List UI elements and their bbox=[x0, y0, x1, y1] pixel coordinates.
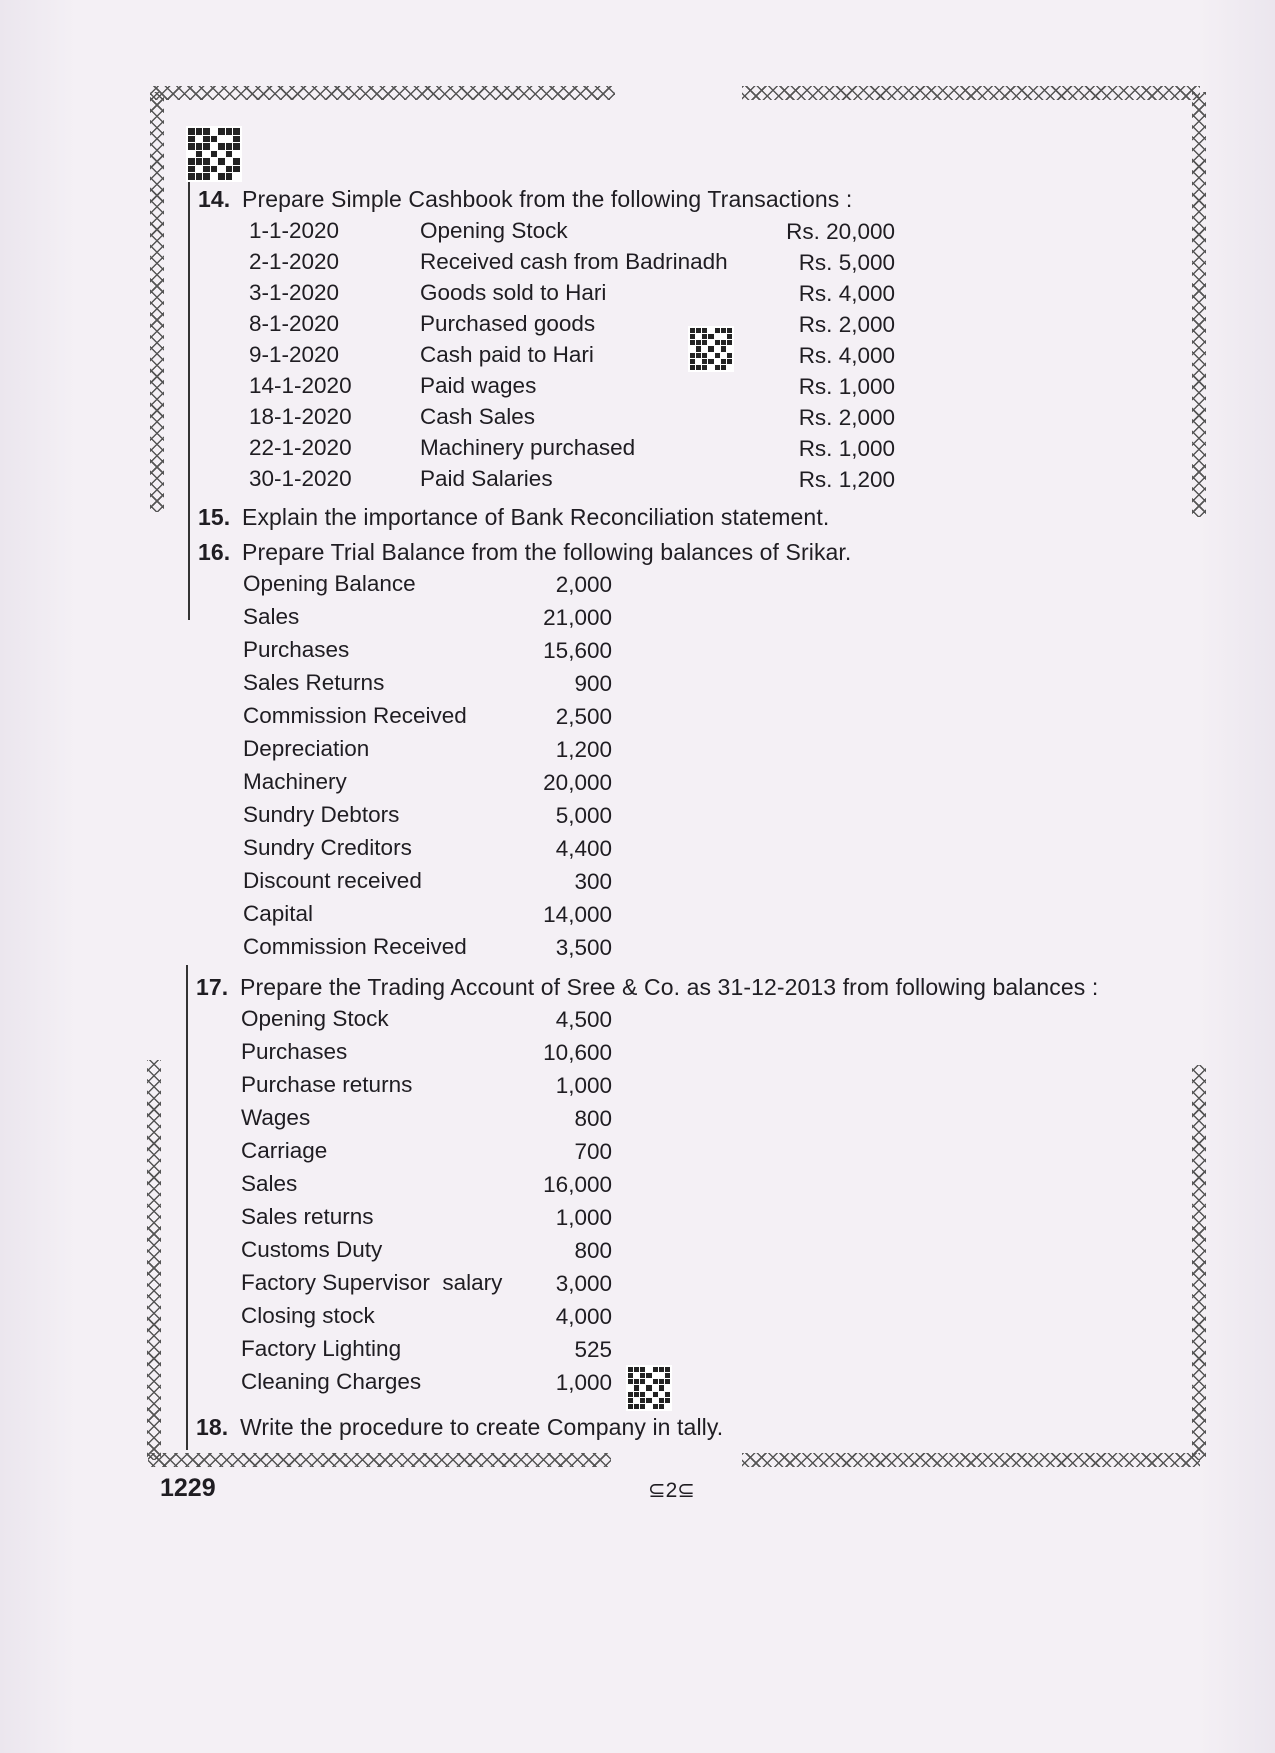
list-item-label: Sundry Debtors bbox=[243, 802, 400, 827]
description: Goods sold to Hari bbox=[420, 280, 607, 305]
list-item-amount: 14,000 bbox=[543, 902, 612, 927]
list-item-amount: 20,000 bbox=[543, 770, 612, 795]
top-border-left bbox=[150, 86, 615, 100]
question-text: Prepare Simple Cashbook from the following Transactions : bbox=[242, 186, 853, 212]
list-item-amount: 4,500 bbox=[555, 1007, 612, 1032]
list-item-amount: 15,600 bbox=[543, 638, 612, 663]
list-item-label: Opening Stock bbox=[241, 1006, 389, 1031]
right-border-top bbox=[1192, 92, 1206, 517]
list-item-amount: 800 bbox=[574, 1106, 612, 1131]
question-text: Explain the importance of Bank Reconciliation statement. bbox=[242, 504, 830, 530]
bottom-border-right bbox=[742, 1453, 1200, 1467]
list-item-label: Capital bbox=[243, 901, 314, 926]
list-item-amount: 4,000 bbox=[555, 1304, 612, 1329]
amount: Rs. 5,000 bbox=[798, 250, 895, 275]
list-item-label: Purchases bbox=[243, 637, 350, 662]
list-item-label: Customs Duty bbox=[241, 1237, 383, 1262]
list-item-amount: 1,000 bbox=[555, 1073, 612, 1098]
table-row bbox=[249, 373, 537, 399]
amount: Rs. 2,000 bbox=[798, 312, 895, 337]
list-item-label: Factory Lighting bbox=[241, 1336, 402, 1361]
qr-code-icon bbox=[626, 1365, 672, 1411]
right-border-bottom bbox=[1192, 1065, 1206, 1460]
description: Opening Stock bbox=[420, 218, 568, 243]
amount: Rs. 1,000 bbox=[798, 374, 895, 399]
question-18 bbox=[196, 1414, 723, 1441]
amount: Rs. 20,000 bbox=[786, 219, 895, 244]
top-border-right bbox=[742, 86, 1200, 100]
list-item-label: Opening Balance bbox=[243, 571, 416, 596]
paper-code: 1229 bbox=[160, 1474, 216, 1502]
list-item-label: Closing stock bbox=[241, 1303, 375, 1328]
amount: Rs. 4,000 bbox=[798, 343, 895, 368]
amount: Rs. 1,200 bbox=[798, 467, 895, 492]
list-item-label: Sales bbox=[241, 1171, 298, 1196]
margin-line-1 bbox=[188, 182, 190, 620]
list-item-amount: 1,200 bbox=[555, 737, 612, 762]
question-17 bbox=[196, 974, 1098, 1001]
question-number: 17. bbox=[196, 974, 229, 1000]
left-border-bottom bbox=[147, 1060, 161, 1460]
list-item-amount: 3,500 bbox=[555, 935, 612, 960]
amount: Rs. 4,000 bbox=[798, 281, 895, 306]
list-item-amount: 1,000 bbox=[555, 1205, 612, 1230]
date: 9-1-2020 bbox=[249, 342, 340, 367]
list-item-label: Sundry Creditors bbox=[243, 835, 412, 860]
description: Paid wages bbox=[420, 373, 537, 398]
list-item-label: Commission Received bbox=[243, 934, 467, 959]
table-row bbox=[249, 435, 636, 461]
page-number: ⊆2⊆ bbox=[648, 1479, 695, 1502]
list-item-label: Wages bbox=[241, 1105, 311, 1130]
list-item-label: Sales Returns bbox=[243, 670, 385, 695]
list-item-amount: 10,600 bbox=[543, 1040, 612, 1065]
list-item-amount: 525 bbox=[574, 1337, 612, 1362]
question-number: 16. bbox=[198, 539, 231, 565]
list-item-amount: 16,000 bbox=[543, 1172, 612, 1197]
date: 8-1-2020 bbox=[249, 311, 340, 336]
left-border-top bbox=[150, 92, 164, 512]
description: Machinery purchased bbox=[420, 435, 636, 460]
list-item-amount: 900 bbox=[574, 671, 612, 696]
list-item-label: Sales bbox=[243, 604, 300, 629]
list-item-label: Commission Received bbox=[243, 703, 467, 728]
date: 1-1-2020 bbox=[249, 218, 340, 243]
question-number: 15. bbox=[198, 504, 231, 530]
date: 18-1-2020 bbox=[249, 404, 352, 429]
table-row bbox=[249, 342, 594, 368]
list-item-label: Factory Supervisor salary bbox=[241, 1270, 503, 1295]
list-item-label: Carriage bbox=[241, 1138, 328, 1163]
date: 30-1-2020 bbox=[249, 466, 352, 491]
list-item-amount: 3,000 bbox=[555, 1271, 612, 1296]
bottom-border-left bbox=[148, 1453, 611, 1467]
date: 22-1-2020 bbox=[249, 435, 352, 460]
table-row bbox=[249, 466, 553, 492]
list-item-amount: 700 bbox=[574, 1139, 612, 1164]
table-row bbox=[249, 249, 728, 275]
list-item-amount: 800 bbox=[574, 1238, 612, 1263]
list-item-label: Cleaning Charges bbox=[241, 1369, 422, 1394]
question-15 bbox=[198, 504, 829, 531]
question-text: Write the procedure to create Company in tally. bbox=[240, 1414, 724, 1440]
question-text: Prepare the Trading Account of Sree & Co. as 31-12-2013 from following balances : bbox=[240, 974, 1099, 1000]
description: Received cash from Badrinadh bbox=[420, 249, 728, 274]
list-item-amount: 2,500 bbox=[555, 704, 612, 729]
amount: Rs. 1,000 bbox=[798, 436, 895, 461]
list-item-amount: 5,000 bbox=[555, 803, 612, 828]
list-item-amount: 300 bbox=[574, 869, 612, 894]
qr-code-icon bbox=[688, 326, 734, 372]
list-item-amount: 4,400 bbox=[555, 836, 612, 861]
question-number: 18. bbox=[196, 1414, 229, 1440]
description: Purchased goods bbox=[420, 311, 596, 336]
question-14 bbox=[198, 186, 852, 213]
question-number: 14. bbox=[198, 186, 231, 212]
list-item-label: Purchases bbox=[241, 1039, 348, 1064]
table-row bbox=[249, 404, 536, 430]
description: Paid Salaries bbox=[420, 466, 553, 491]
table-row bbox=[249, 218, 568, 244]
list-item-label: Machinery bbox=[243, 769, 347, 794]
list-item-amount: 2,000 bbox=[555, 572, 612, 597]
date: 3-1-2020 bbox=[249, 280, 340, 305]
description: Cash Sales bbox=[420, 404, 536, 429]
date: 14-1-2020 bbox=[249, 373, 352, 398]
table-row bbox=[249, 311, 596, 337]
list-item-amount: 21,000 bbox=[543, 605, 612, 630]
question-text: Prepare Trial Balance from the following balances of Srikar. bbox=[242, 539, 852, 565]
question-16 bbox=[198, 539, 851, 566]
list-item-label: Discount received bbox=[243, 868, 422, 893]
margin-line-2 bbox=[186, 965, 188, 1450]
list-item-label: Sales returns bbox=[241, 1204, 374, 1229]
table-row bbox=[249, 280, 607, 306]
list-item-label: Depreciation bbox=[243, 736, 370, 761]
list-item-amount: 1,000 bbox=[555, 1370, 612, 1395]
qr-code-icon bbox=[186, 126, 242, 182]
amount: Rs. 2,000 bbox=[798, 405, 895, 430]
date: 2-1-2020 bbox=[249, 249, 340, 274]
list-item-label: Purchase returns bbox=[241, 1072, 413, 1097]
description: Cash paid to Hari bbox=[420, 342, 594, 367]
